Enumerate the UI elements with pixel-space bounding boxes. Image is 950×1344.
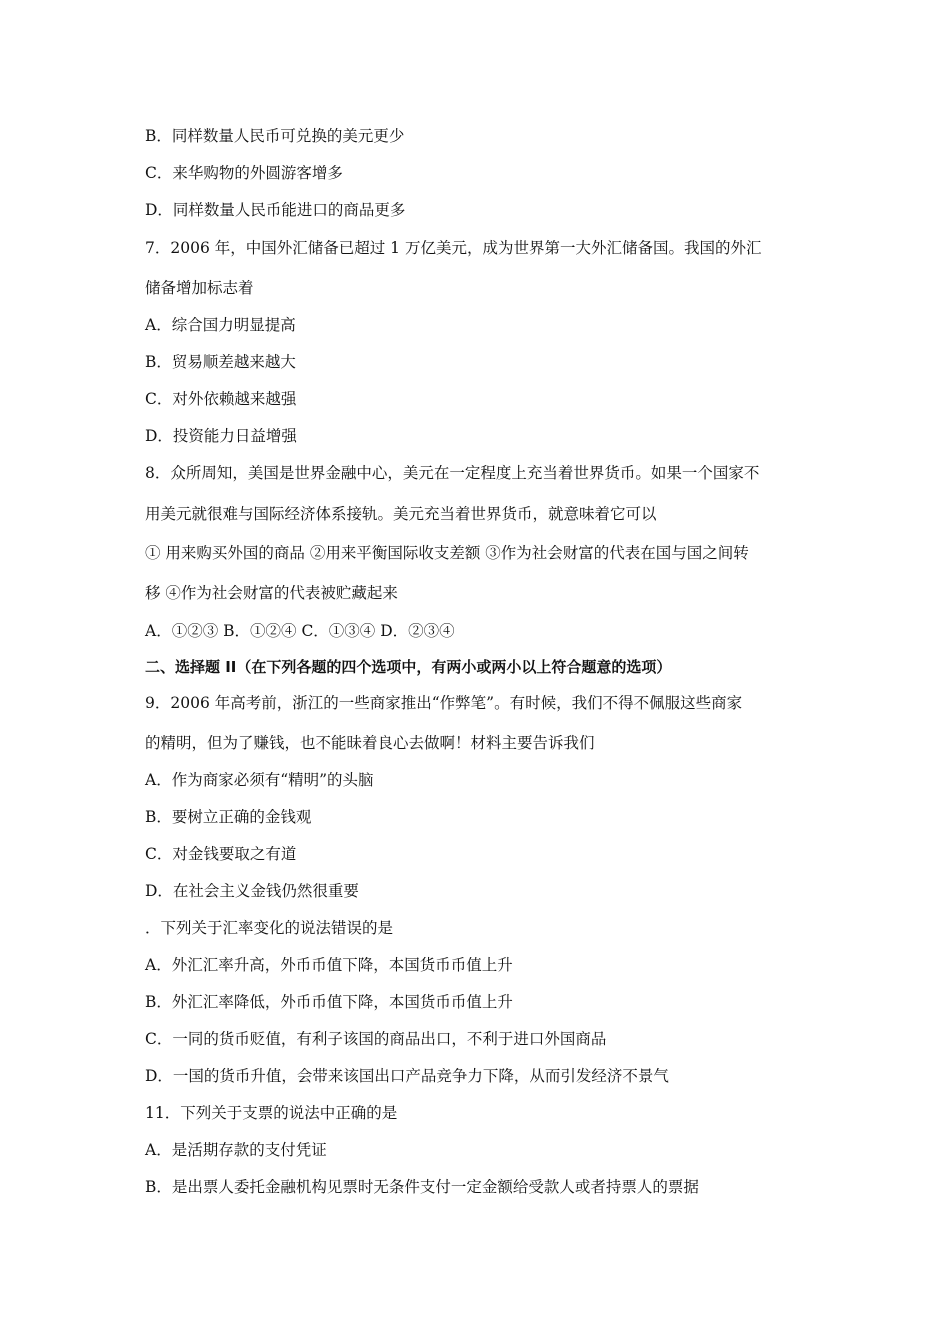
question-8-statements: ① 用来购买外国的商品 ②用来平衡国际收支差额 ③作为社会财富的代表在国与国之间转 (145, 544, 749, 562)
option-7b: B．贸易顺差越来越大 (145, 353, 296, 371)
option-10d: D．一国的货币升值，会带来该国出口产品竞争力下降，从而引发经济不景气 (145, 1067, 669, 1085)
option-6d: D．同样数量人民币能进口的商品更多 (145, 201, 406, 219)
option-10a: A．外汇汇率升高，外币币值下降，本国货币币值上升 (145, 956, 513, 974)
option-6c: C．来华购物的外圆游客增多 (145, 164, 343, 182)
option-7a: A．综合国力明显提高 (145, 316, 296, 334)
question-8-statements-cont: 移 ④作为社会财富的代表被贮藏起来 (145, 584, 398, 602)
section-heading-2: 二、选择题 II（在下列各题的四个选项中，有两小或两小以上符合题意的选项） (145, 658, 672, 676)
question-7-stem-cont: 储备增加标志着 (145, 279, 254, 297)
option-9c: C．对金钱要取之有道 (145, 845, 297, 863)
option-10b: B．外汇汇率降低，外币币值下降，本国货币币值上升 (145, 993, 513, 1011)
question-10-stem: ．下列关于汇率变化的说法错误的是 (145, 919, 394, 937)
question-8-options: A．①②③ B．①②④ C．①③④ D．②③④ (145, 622, 455, 640)
option-9a: A．作为商家必须有“精明”的头脑 (145, 771, 374, 789)
question-9-stem-cont: 的精明，但为了赚钱，也不能昧着良心去做啊！材料主要告诉我们 (145, 734, 595, 752)
option-7c: C．对外依赖越来越强 (145, 390, 297, 408)
option-10c: C．一同的货币贬值，有利子该国的商品出口，不利于进口外国商品 (145, 1030, 607, 1048)
option-11a: A．是活期存款的支付凭证 (145, 1141, 327, 1159)
question-9-stem: 9．2006 年高考前，浙江的一些商家推出“作弊笔”。有时候，我们不得不佩服这些商家 (145, 694, 743, 712)
option-7d: D．投资能力日益增强 (145, 427, 297, 445)
option-11b: B．是出票人委托金融机构见票时无条件支付一定金额给受款人或者持票人的票据 (145, 1178, 699, 1196)
question-7-stem: 7．2006 年，中国外汇储备已超过 1 万亿美元，成为世界第一大外汇储备国。我国的外汇 (145, 239, 762, 257)
question-11-stem: 11．下列关于支票的说法中正确的是 (145, 1104, 398, 1122)
option-9d: D．在社会主义金钱仍然很重要 (145, 882, 359, 900)
option-9b: B．要树立正确的金钱观 (145, 808, 312, 826)
question-8-stem: 8．众所周知，美国是世界金融中心，美元在一定程度上充当着世界货币。如果一个国家不 (145, 464, 760, 482)
question-8-stem-cont: 用美元就很难与国际经济体系接轨。美元充当着世界货币，就意味着它可以 (145, 505, 657, 523)
option-6b: B．同样数量人民币可兑换的美元更少 (145, 127, 405, 145)
